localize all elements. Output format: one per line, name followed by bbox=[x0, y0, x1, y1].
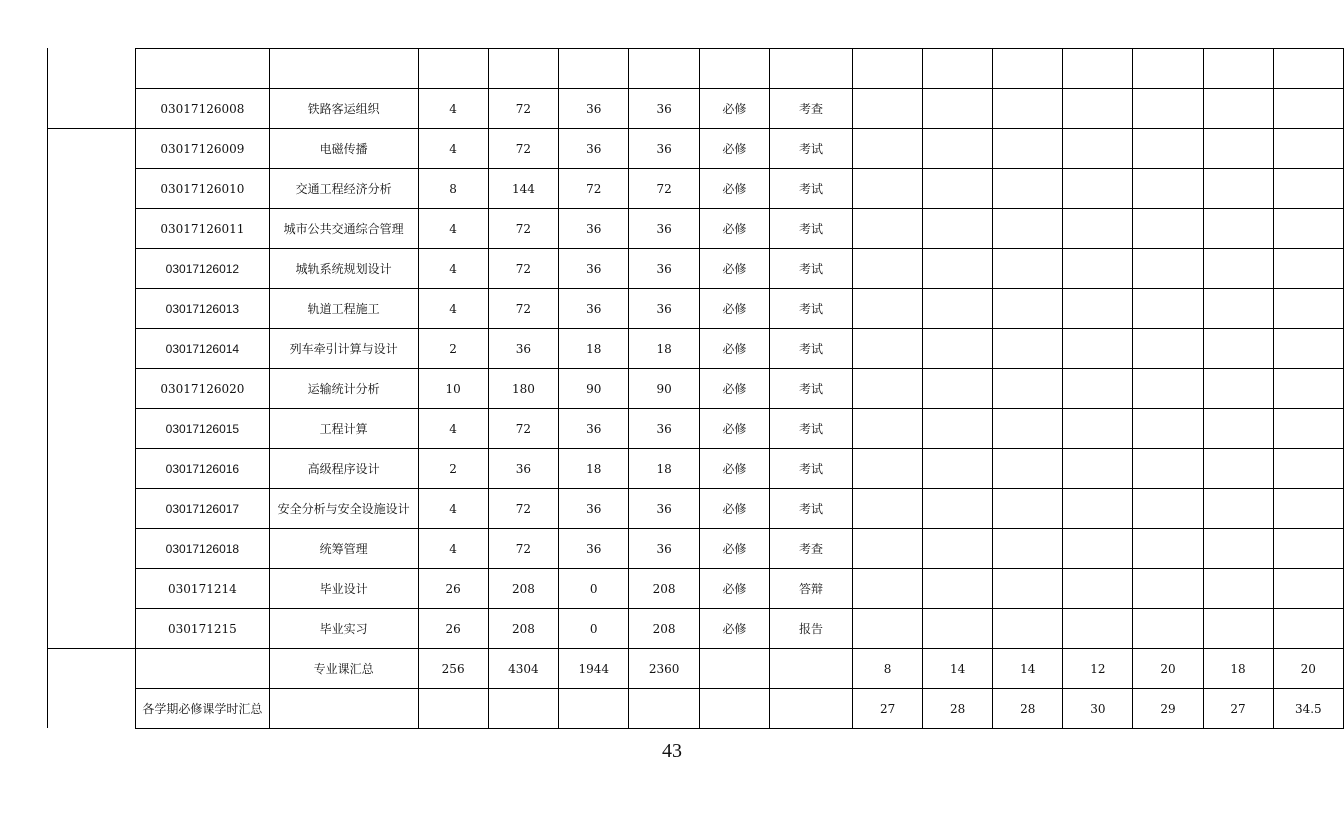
cell-semester-1 bbox=[853, 529, 923, 569]
left-border-line bbox=[47, 48, 48, 728]
cell-semester-5 bbox=[1133, 249, 1203, 289]
cell-practice: 36 bbox=[629, 209, 699, 249]
cell-code: 03017126014 bbox=[136, 329, 270, 369]
cell-semester-3 bbox=[993, 289, 1063, 329]
table-row bbox=[136, 249, 1344, 289]
cell-semester-1: 8 bbox=[853, 649, 923, 689]
cell-type: 必修 bbox=[699, 609, 769, 649]
cell-semester-4 bbox=[1063, 529, 1133, 569]
cell-semester-1 bbox=[853, 409, 923, 449]
cell-semester-3 bbox=[993, 569, 1063, 609]
cell-lecture: 36 bbox=[559, 289, 629, 329]
cell-credits: 26 bbox=[418, 569, 488, 609]
cell-semester-2 bbox=[923, 329, 993, 369]
table-row bbox=[136, 489, 1344, 529]
table-row bbox=[136, 89, 1344, 129]
cell-practice: 36 bbox=[629, 89, 699, 129]
cell-credits: 4 bbox=[418, 529, 488, 569]
table-row bbox=[136, 649, 1344, 689]
cell-semester-3: 28 bbox=[993, 689, 1063, 729]
cell-exam bbox=[770, 689, 853, 729]
cell-code: 03017126012 bbox=[136, 249, 270, 289]
cell-exam bbox=[770, 49, 853, 89]
cell-lecture: 18 bbox=[559, 449, 629, 489]
cell-semester-3 bbox=[993, 449, 1063, 489]
cell-practice: 36 bbox=[629, 529, 699, 569]
cell-exam: 考试 bbox=[770, 129, 853, 169]
cell-semester-4: 30 bbox=[1063, 689, 1133, 729]
cell-semester-6: 18 bbox=[1203, 649, 1273, 689]
cell-semester-3 bbox=[993, 489, 1063, 529]
cell-credits: 4 bbox=[418, 489, 488, 529]
cell-name: 安全分析与安全设施设计 bbox=[269, 489, 418, 529]
cell-semester-5 bbox=[1133, 609, 1203, 649]
table-row bbox=[136, 289, 1344, 329]
cell-semester-7 bbox=[1273, 329, 1343, 369]
cell-semester-7: 20 bbox=[1273, 649, 1343, 689]
cell-semester-2 bbox=[923, 89, 993, 129]
cell-code: 03017126010 bbox=[136, 169, 270, 209]
cell-semester-4 bbox=[1063, 249, 1133, 289]
cell-exam: 考试 bbox=[770, 329, 853, 369]
cell-lecture: 36 bbox=[559, 249, 629, 289]
cell-credits: 10 bbox=[418, 369, 488, 409]
cell-semester-7 bbox=[1273, 449, 1343, 489]
cell-semester-1 bbox=[853, 329, 923, 369]
cell-practice bbox=[629, 49, 699, 89]
table-row bbox=[136, 609, 1344, 649]
cell-practice: 36 bbox=[629, 249, 699, 289]
cell-semester-3 bbox=[993, 89, 1063, 129]
cell-semester-6 bbox=[1203, 609, 1273, 649]
cell-hours: 144 bbox=[488, 169, 558, 209]
cell-semester-1 bbox=[853, 569, 923, 609]
cell-type: 必修 bbox=[699, 409, 769, 449]
cell-semester-2 bbox=[923, 609, 993, 649]
table-row bbox=[136, 169, 1344, 209]
cell-credits: 2 bbox=[418, 449, 488, 489]
cell-name: 城市公共交通综合管理 bbox=[269, 209, 418, 249]
cell-hours: 72 bbox=[488, 489, 558, 529]
cell-semester-1 bbox=[853, 369, 923, 409]
cell-practice: 90 bbox=[629, 369, 699, 409]
cell-code: 030171214 bbox=[136, 569, 270, 609]
cell-exam: 考查 bbox=[770, 89, 853, 129]
cell-semester-3 bbox=[993, 49, 1063, 89]
table-row bbox=[136, 529, 1344, 569]
cell-credits: 4 bbox=[418, 89, 488, 129]
curriculum-table bbox=[135, 48, 1344, 729]
cell-lecture: 0 bbox=[559, 609, 629, 649]
cell-lecture: 36 bbox=[559, 209, 629, 249]
cell-semester-2 bbox=[923, 369, 993, 409]
cell-type bbox=[699, 689, 769, 729]
table-row bbox=[136, 449, 1344, 489]
cell-code: 03017126015 bbox=[136, 409, 270, 449]
cell-lecture: 18 bbox=[559, 329, 629, 369]
cell-semester-2 bbox=[923, 209, 993, 249]
cell-practice: 36 bbox=[629, 409, 699, 449]
cell-hours: 208 bbox=[488, 569, 558, 609]
cell-name: 专业课汇总 bbox=[269, 649, 418, 689]
table-row bbox=[136, 689, 1344, 729]
cell-credits: 26 bbox=[418, 609, 488, 649]
cell-lecture: 36 bbox=[559, 489, 629, 529]
cell-hours bbox=[488, 689, 558, 729]
cell-practice: 36 bbox=[629, 489, 699, 529]
cell-semester-1: 27 bbox=[853, 689, 923, 729]
cell-practice: 208 bbox=[629, 609, 699, 649]
cell-code: 03017126008 bbox=[136, 89, 270, 129]
cell-name bbox=[269, 689, 418, 729]
cell-semester-4 bbox=[1063, 329, 1133, 369]
cell-semester-7 bbox=[1273, 529, 1343, 569]
cell-semester-3 bbox=[993, 169, 1063, 209]
cell-semester-5 bbox=[1133, 89, 1203, 129]
cell-name: 列车牵引计算与设计 bbox=[269, 329, 418, 369]
cell-exam: 考试 bbox=[770, 489, 853, 529]
table-body bbox=[136, 49, 1344, 729]
cell-semester-1 bbox=[853, 289, 923, 329]
cell-name: 毕业实习 bbox=[269, 609, 418, 649]
cell-name: 高级程序设计 bbox=[269, 449, 418, 489]
cell-hours: 208 bbox=[488, 609, 558, 649]
cell-type: 必修 bbox=[699, 89, 769, 129]
cell-semester-7 bbox=[1273, 489, 1343, 529]
cell-credits bbox=[418, 689, 488, 729]
cell-semester-3 bbox=[993, 249, 1063, 289]
cell-semester-7 bbox=[1273, 209, 1343, 249]
cell-semester-2 bbox=[923, 409, 993, 449]
cell-practice: 2360 bbox=[629, 649, 699, 689]
cell-exam: 考试 bbox=[770, 169, 853, 209]
table-row bbox=[136, 49, 1344, 89]
cell-semester-7 bbox=[1273, 49, 1343, 89]
cell-semester-6 bbox=[1203, 449, 1273, 489]
cell-name: 城轨系统规划设计 bbox=[269, 249, 418, 289]
cell-exam: 考试 bbox=[770, 409, 853, 449]
cell-semester-2 bbox=[923, 169, 993, 209]
page-number: 43 bbox=[662, 740, 682, 762]
cell-code: 各学期必修课学时汇总 bbox=[136, 689, 270, 729]
cell-lecture: 1944 bbox=[559, 649, 629, 689]
cell-practice bbox=[629, 689, 699, 729]
cell-type: 必修 bbox=[699, 489, 769, 529]
cell-hours: 36 bbox=[488, 449, 558, 489]
cell-code: 03017126011 bbox=[136, 209, 270, 249]
cell-semester-1 bbox=[853, 209, 923, 249]
cell-exam: 考查 bbox=[770, 529, 853, 569]
cell-code: 03017126016 bbox=[136, 449, 270, 489]
cell-semester-6 bbox=[1203, 289, 1273, 329]
left-divider-line-2 bbox=[47, 648, 136, 649]
cell-code: 03017126018 bbox=[136, 529, 270, 569]
cell-semester-5 bbox=[1133, 529, 1203, 569]
cell-credits: 8 bbox=[418, 169, 488, 209]
cell-credits: 2 bbox=[418, 329, 488, 369]
cell-semester-1 bbox=[853, 129, 923, 169]
cell-semester-7 bbox=[1273, 369, 1343, 409]
cell-semester-5 bbox=[1133, 209, 1203, 249]
cell-semester-7 bbox=[1273, 89, 1343, 129]
cell-type: 必修 bbox=[699, 129, 769, 169]
cell-semester-4 bbox=[1063, 209, 1133, 249]
table-row bbox=[136, 369, 1344, 409]
cell-semester-2: 28 bbox=[923, 689, 993, 729]
cell-type: 必修 bbox=[699, 289, 769, 329]
cell-semester-4 bbox=[1063, 49, 1133, 89]
cell-semester-4 bbox=[1063, 609, 1133, 649]
cell-semester-1 bbox=[853, 249, 923, 289]
cell-exam bbox=[770, 649, 853, 689]
cell-semester-4 bbox=[1063, 89, 1133, 129]
cell-semester-6 bbox=[1203, 249, 1273, 289]
cell-semester-5 bbox=[1133, 289, 1203, 329]
cell-credits: 4 bbox=[418, 129, 488, 169]
table-row bbox=[136, 209, 1344, 249]
table-row bbox=[136, 329, 1344, 369]
cell-semester-6 bbox=[1203, 369, 1273, 409]
cell-semester-7: 34.5 bbox=[1273, 689, 1343, 729]
cell-name: 电磁传播 bbox=[269, 129, 418, 169]
cell-name: 运输统计分析 bbox=[269, 369, 418, 409]
cell-semester-4 bbox=[1063, 409, 1133, 449]
cell-semester-3 bbox=[993, 369, 1063, 409]
cell-exam: 考试 bbox=[770, 289, 853, 329]
table-row bbox=[136, 569, 1344, 609]
cell-type bbox=[699, 49, 769, 89]
cell-type: 必修 bbox=[699, 209, 769, 249]
cell-type: 必修 bbox=[699, 369, 769, 409]
cell-practice: 36 bbox=[629, 129, 699, 169]
cell-semester-5 bbox=[1133, 329, 1203, 369]
cell-semester-6 bbox=[1203, 569, 1273, 609]
cell-practice: 18 bbox=[629, 329, 699, 369]
cell-credits: 4 bbox=[418, 249, 488, 289]
cell-semester-6 bbox=[1203, 489, 1273, 529]
cell-semester-6 bbox=[1203, 49, 1273, 89]
cell-lecture: 36 bbox=[559, 89, 629, 129]
cell-semester-4 bbox=[1063, 369, 1133, 409]
cell-code: 03017126020 bbox=[136, 369, 270, 409]
cell-credits: 4 bbox=[418, 409, 488, 449]
cell-semester-1 bbox=[853, 609, 923, 649]
cell-name bbox=[269, 49, 418, 89]
cell-semester-2 bbox=[923, 129, 993, 169]
cell-type: 必修 bbox=[699, 529, 769, 569]
left-divider-line-1 bbox=[47, 128, 136, 129]
cell-lecture: 36 bbox=[559, 129, 629, 169]
cell-hours: 72 bbox=[488, 249, 558, 289]
cell-lecture: 72 bbox=[559, 169, 629, 209]
cell-semester-1 bbox=[853, 489, 923, 529]
cell-credits bbox=[418, 49, 488, 89]
cell-credits: 256 bbox=[418, 649, 488, 689]
cell-semester-2 bbox=[923, 569, 993, 609]
cell-hours: 72 bbox=[488, 209, 558, 249]
cell-type: 必修 bbox=[699, 169, 769, 209]
cell-exam: 考试 bbox=[770, 369, 853, 409]
cell-semester-1 bbox=[853, 49, 923, 89]
cell-name: 交通工程经济分析 bbox=[269, 169, 418, 209]
cell-lecture: 36 bbox=[559, 529, 629, 569]
cell-type: 必修 bbox=[699, 569, 769, 609]
cell-exam: 考试 bbox=[770, 449, 853, 489]
cell-exam: 考试 bbox=[770, 249, 853, 289]
cell-hours: 72 bbox=[488, 409, 558, 449]
cell-name: 统筹管理 bbox=[269, 529, 418, 569]
cell-exam: 考试 bbox=[770, 209, 853, 249]
cell-semester-2: 14 bbox=[923, 649, 993, 689]
cell-lecture: 0 bbox=[559, 569, 629, 609]
cell-semester-6 bbox=[1203, 129, 1273, 169]
table-row bbox=[136, 129, 1344, 169]
cell-semester-3 bbox=[993, 609, 1063, 649]
cell-practice: 72 bbox=[629, 169, 699, 209]
cell-semester-1 bbox=[853, 449, 923, 489]
cell-semester-2 bbox=[923, 289, 993, 329]
cell-semester-3 bbox=[993, 129, 1063, 169]
cell-semester-2 bbox=[923, 449, 993, 489]
cell-code: 03017126009 bbox=[136, 129, 270, 169]
cell-semester-4 bbox=[1063, 129, 1133, 169]
cell-semester-3 bbox=[993, 409, 1063, 449]
table-row bbox=[136, 409, 1344, 449]
cell-type bbox=[699, 649, 769, 689]
cell-semester-4 bbox=[1063, 169, 1133, 209]
cell-credits: 4 bbox=[418, 289, 488, 329]
cell-semester-4: 12 bbox=[1063, 649, 1133, 689]
cell-name: 铁路客运组织 bbox=[269, 89, 418, 129]
cell-hours: 4304 bbox=[488, 649, 558, 689]
cell-code: 03017126013 bbox=[136, 289, 270, 329]
cell-semester-3 bbox=[993, 329, 1063, 369]
cell-semester-7 bbox=[1273, 289, 1343, 329]
cell-semester-6 bbox=[1203, 169, 1273, 209]
cell-semester-6 bbox=[1203, 529, 1273, 569]
cell-exam: 报告 bbox=[770, 609, 853, 649]
cell-semester-4 bbox=[1063, 449, 1133, 489]
cell-semester-5: 29 bbox=[1133, 689, 1203, 729]
cell-lecture bbox=[559, 689, 629, 729]
cell-name: 毕业设计 bbox=[269, 569, 418, 609]
cell-type: 必修 bbox=[699, 329, 769, 369]
cell-semester-3: 14 bbox=[993, 649, 1063, 689]
cell-semester-5 bbox=[1133, 409, 1203, 449]
cell-semester-6 bbox=[1203, 329, 1273, 369]
cell-name: 轨道工程施工 bbox=[269, 289, 418, 329]
cell-practice: 208 bbox=[629, 569, 699, 609]
cell-semester-5: 20 bbox=[1133, 649, 1203, 689]
cell-hours: 36 bbox=[488, 329, 558, 369]
cell-semester-4 bbox=[1063, 569, 1133, 609]
cell-semester-6: 27 bbox=[1203, 689, 1273, 729]
cell-hours: 72 bbox=[488, 129, 558, 169]
cell-practice: 36 bbox=[629, 289, 699, 329]
cell-semester-7 bbox=[1273, 129, 1343, 169]
cell-semester-5 bbox=[1133, 369, 1203, 409]
cell-semester-1 bbox=[853, 89, 923, 129]
cell-semester-5 bbox=[1133, 129, 1203, 169]
cell-semester-7 bbox=[1273, 569, 1343, 609]
cell-code: 030171215 bbox=[136, 609, 270, 649]
cell-semester-4 bbox=[1063, 289, 1133, 329]
cell-hours bbox=[488, 49, 558, 89]
cell-semester-4 bbox=[1063, 489, 1133, 529]
cell-semester-7 bbox=[1273, 609, 1343, 649]
cell-code bbox=[136, 49, 270, 89]
cell-hours: 180 bbox=[488, 369, 558, 409]
cell-semester-7 bbox=[1273, 249, 1343, 289]
cell-semester-6 bbox=[1203, 209, 1273, 249]
cell-name: 工程计算 bbox=[269, 409, 418, 449]
cell-semester-5 bbox=[1133, 489, 1203, 529]
cell-semester-2 bbox=[923, 249, 993, 289]
cell-type: 必修 bbox=[699, 449, 769, 489]
cell-semester-3 bbox=[993, 209, 1063, 249]
cell-semester-2 bbox=[923, 529, 993, 569]
cell-semester-5 bbox=[1133, 169, 1203, 209]
cell-credits: 4 bbox=[418, 209, 488, 249]
cell-lecture: 36 bbox=[559, 409, 629, 449]
cell-semester-6 bbox=[1203, 89, 1273, 129]
cell-semester-2 bbox=[923, 49, 993, 89]
cell-hours: 72 bbox=[488, 289, 558, 329]
cell-code: 03017126017 bbox=[136, 489, 270, 529]
cell-semester-5 bbox=[1133, 449, 1203, 489]
cell-exam: 答辩 bbox=[770, 569, 853, 609]
cell-semester-5 bbox=[1133, 49, 1203, 89]
cell-hours: 72 bbox=[488, 89, 558, 129]
cell-semester-7 bbox=[1273, 169, 1343, 209]
cell-practice: 18 bbox=[629, 449, 699, 489]
cell-semester-2 bbox=[923, 489, 993, 529]
cell-type: 必修 bbox=[699, 249, 769, 289]
cell-semester-5 bbox=[1133, 569, 1203, 609]
cell-hours: 72 bbox=[488, 529, 558, 569]
cell-semester-6 bbox=[1203, 409, 1273, 449]
cell-semester-1 bbox=[853, 169, 923, 209]
cell-code bbox=[136, 649, 270, 689]
cell-lecture: 90 bbox=[559, 369, 629, 409]
cell-semester-3 bbox=[993, 529, 1063, 569]
cell-lecture bbox=[559, 49, 629, 89]
cell-semester-7 bbox=[1273, 409, 1343, 449]
